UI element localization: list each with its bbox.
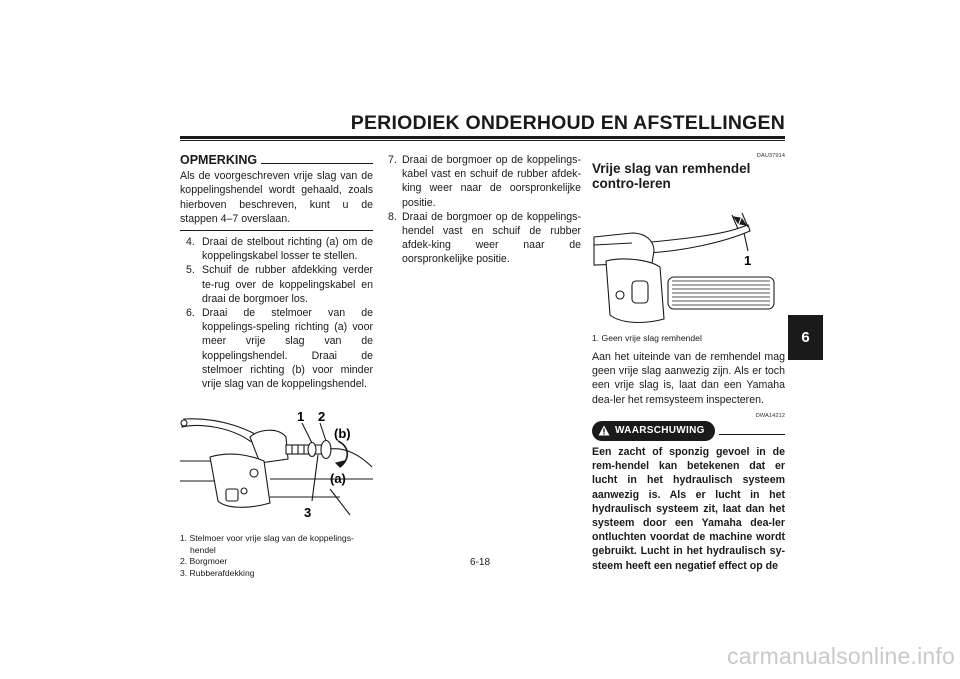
figure1-label-3: 3	[304, 505, 312, 521]
chapter-tab[interactable]: 6	[788, 315, 823, 360]
page-number: 6-18	[469, 557, 490, 568]
step-number: 4.	[186, 236, 195, 249]
step-item	[388, 210, 581, 267]
clutch-lever-illustration	[180, 397, 373, 525]
note-heading-rule	[261, 163, 373, 164]
step-text: Draai de borgmoer op de koppelings-kabel vast en schuif de rubber afdek-king weer naar de oorspronkelijke positie.	[402, 154, 581, 209]
figure2-label-1: 1	[744, 253, 752, 268]
step-item	[388, 153, 581, 210]
warning-text: Een zacht of sponzig gevoel in de rem-hendel kan betekenen dat er lucht in het hydraulisch systeem aanwezig is. Als er lucht in het hydraulisch systeem zit, laat dan het systeem door een Yamaha dea-ler ontluchten voordat de machine wordt gebruikt. Lucht in het hydraulisch sy-steem heeft een negatief effect op de	[592, 446, 785, 572]
warning-label: WAARSCHUWING	[615, 424, 705, 436]
step-number: 5.	[186, 264, 195, 277]
caption-item: 3. Rubberafdekking	[180, 567, 255, 578]
step-text: Draai de borgmoer op de koppelings-hendel vast en schuif de rubber afdek-king weer naar de oorspronkelijke positie.	[402, 210, 581, 266]
column-middle	[388, 153, 581, 267]
page-header-title: PERIODIEK ONDERHOUD EN AFSTELLINGEN	[350, 112, 785, 134]
note-heading	[180, 153, 373, 167]
column-right	[592, 153, 785, 573]
watermark[interactable]: carmanualsonline.info	[727, 643, 955, 669]
header-rule	[180, 136, 785, 139]
step-number: 8.	[388, 210, 397, 223]
step-item	[180, 263, 373, 306]
step-text: Schuif de rubber afdekking verder te-rug over de koppelingskabel en draai de borgmoer los.	[202, 264, 373, 305]
note-text: Als de voorgeschreven vrije slag van de koppelingshendel wordt gehaald, zoals hierboven beschreven, kunt u de stappen 4–7 overslaan.	[180, 170, 373, 225]
warning-code: DWA14212	[755, 412, 785, 419]
column-left	[180, 153, 373, 579]
warning-badge	[592, 421, 715, 441]
step-number: 7.	[388, 154, 397, 166]
step-item	[180, 306, 373, 391]
figure1-label-b: (b)	[334, 426, 351, 442]
caption-item: 2. Borgmoer	[180, 556, 228, 567]
step-number: 6.	[186, 307, 195, 320]
warning-heading-rule	[719, 434, 785, 435]
brake-lever-figure	[592, 199, 785, 329]
section-code: DAU37914	[756, 153, 785, 159]
caption-item: 1. Stelmoer voor vrije slag van de koppelings-hendel	[180, 533, 354, 555]
figure1-label-1: 1	[297, 409, 305, 425]
figure2-caption: 1. Geen vrije slag remhendel	[592, 333, 702, 343]
section-title: Vrije slag van remhendel contro-leren	[592, 161, 751, 191]
note-title: OPMERKING	[180, 153, 258, 167]
step-text: Draai de stelmoer van de koppelings-speling richting (a) voor meer vrije slag van de koppelingshendel. Draai de stelmoer richting (b) voor minder vrije slag van de koppelingshendel.	[202, 307, 373, 391]
steps-list-middle	[388, 153, 581, 267]
step-text: Draai de stelbout richting (a) om de koppelingskabel losser te stellen.	[202, 236, 373, 263]
figure1-label-2: 2	[318, 409, 326, 425]
steps-list-left	[180, 235, 373, 391]
header-rule-thin	[180, 140, 785, 141]
clutch-lever-figure	[180, 397, 373, 525]
brake-lever-illustration	[592, 199, 785, 329]
figure1-caption	[180, 533, 373, 579]
section-body-text: Aan het uiteinde van de remhendel mag geen vrije slag aanwezig zijn. Als er toch een vrije slag is, laat dan een Yamaha dea-ler het remsysteem inspecteren.	[592, 351, 785, 406]
step-item	[180, 235, 373, 263]
warning-triangle-icon	[598, 425, 610, 436]
note-end-rule	[180, 230, 373, 231]
figure1-label-a: (a)	[330, 471, 346, 487]
warning-heading	[592, 421, 785, 441]
